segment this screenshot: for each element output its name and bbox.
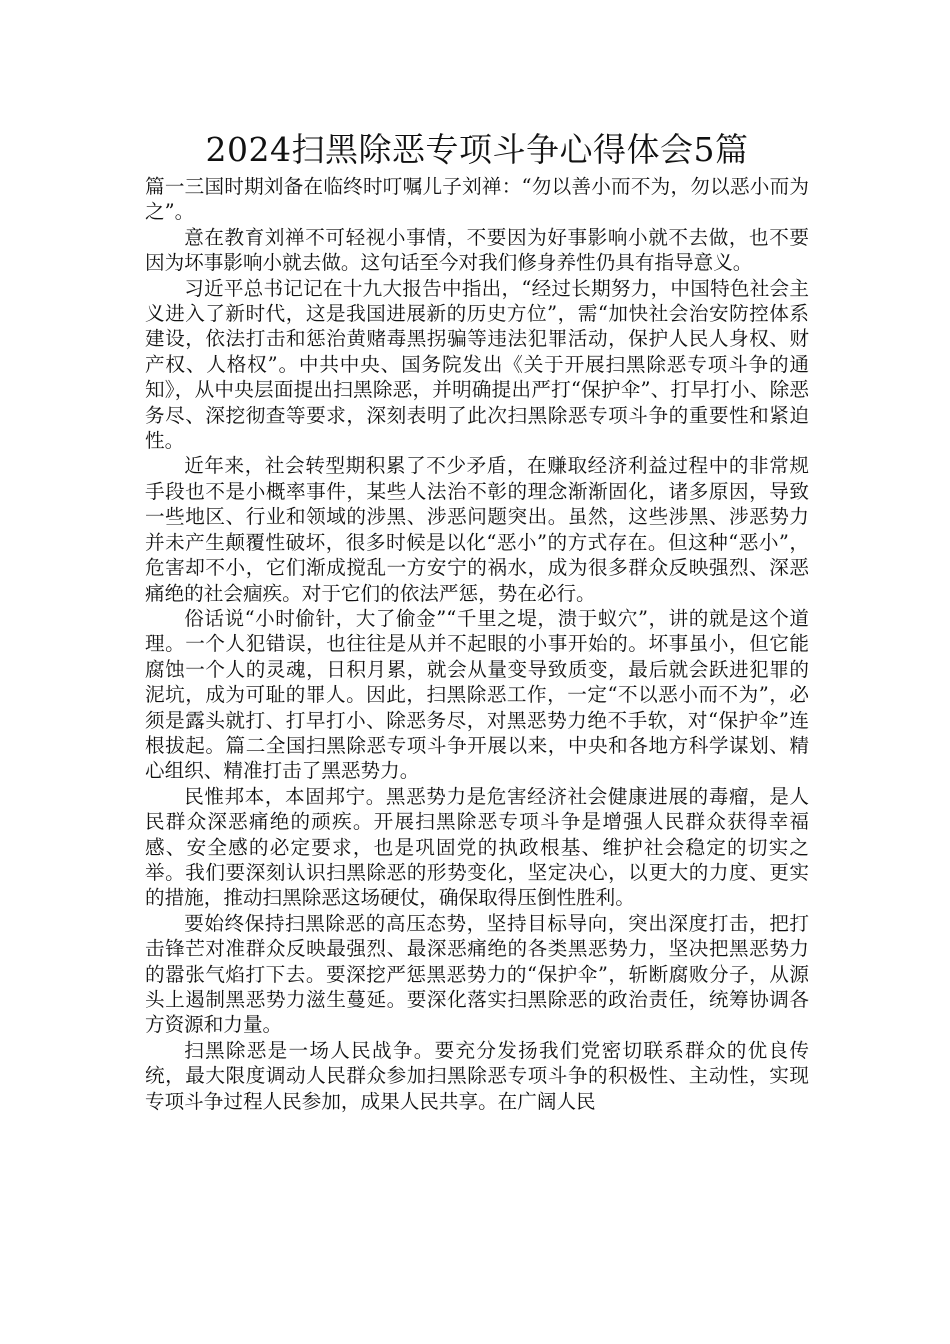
document-title: 2024扫黑除恶专项斗争心得体会5篇 xyxy=(205,130,749,169)
paragraph-2: 意在教育刘禅不可轻视小事情，不要因为好事影响小就不去做，也不要因为坏事影响小就去做。这句话至今对我们修身养性仍具有指导意义。 xyxy=(145,225,809,275)
paragraph-4: 近年来，社会转型期积累了不少矛盾，在赚取经济利益过程中的非常规手段也不是小概率事件，某些人法治不彰的理念渐渐固化，诸多原因，导致一些地区、行业和领域的涉黑、涉恶问题突出。虽然，这些涉黑、涉恶势力并未产生颠覆性破坏，很多时候是以化“恶小”的方式存在。但这种“恶小”，危害却不小，它们渐成搅乱一方安宁的祸水，成为很多群众反映强烈、深恶痛绝的社会痼疾。对于它们的依法严惩，势在必行。 xyxy=(145,454,809,605)
paragraph-3: 习近平总书记记在十九大报告中指出，“经过长期努力，中国特色社会主义进入了新时代，这是我国进展新的历史方位”，需“加快社会治安防控体系建设，依法打击和惩治黄赌毒黑拐骗等违法犯罪活动，保护人民人身权、财产权、人格权”。中共中央、国务院发出《关于开展扫黑除恶专项斗争的通知》，从中央层面提出扫黑除恶，并明确提出严打“保护伞”、打早打小、除恶务尽、深挖彻查等要求，深刻表明了此次扫黑除恶专项斗争的重要性和紧迫性。 xyxy=(145,276,809,453)
paragraph-7: 要始终保持扫黑除恶的高压态势，坚持目标导向，突出深度打击，把打击锋芒对准群众反映最强烈、最深恶痛绝的各类黑恶势力，坚决把黑恶势力的嚣张气焰打下去。要深挖严惩黑恶势力的“保护伞”，斩断腐败分子，从源头上遏制黑恶势力滋生蔓延。要深化落实扫黑除恶的政治责任，统筹协调各方资源和力量。 xyxy=(145,911,809,1037)
document-page xyxy=(145,128,809,1114)
paragraph-1: 篇一三国时期刘备在临终时叮嘱儿子刘禅：“勿以善小而不为，勿以恶小而为之”。 xyxy=(145,175,809,224)
paragraph-5: 俗话说“小时偷针，大了偷金”“千里之堤，溃于蚁穴”，讲的就是这个道理。一个人犯错误，也往往是从并不起眼的小事开始的。坏事虽小，但它能腐蚀一个人的灵魂，日积月累，就会从量变导致质变，最后就会跃进犯罪的泥坑，成为可耻的罪人。因此，扫黑除恶工作，一定“不以恶小而不为”，必须是露头就打、打早打小、除恶务尽，对黑恶势力绝不手软，对“保护伞”连根拔起。篇二全国扫黑除恶专项斗争开展以来，中央和各地方科学谋划、精心组织、精准打击了黑恶势力。 xyxy=(145,606,809,783)
paragraph-6: 民惟邦本，本固邦宁。黑恶势力是危害经济社会健康进展的毒瘤，是人民群众深恶痛绝的顽疾。开展扫黑除恶专项斗争是增强人民群众获得幸福感、安全感的必定要求，也是巩固党的执政根基、维护社会稳定的切实之举。我们要深刻认识扫黑除恶的形势变化，坚定决心，以更大的力度、更实的措施，推动扫黑除恶这场硬仗，确保取得压倒性胜利。 xyxy=(145,784,809,910)
paragraph-8: 扫黑除恶是一场人民战争。要充分发扬我们党密切联系群众的优良传统，最大限度调动人民群众参加扫黑除恶专项斗争的积极性、主动性，实现专项斗争过程人民参加，成果人民共享。在广阔人民 xyxy=(145,1038,809,1113)
